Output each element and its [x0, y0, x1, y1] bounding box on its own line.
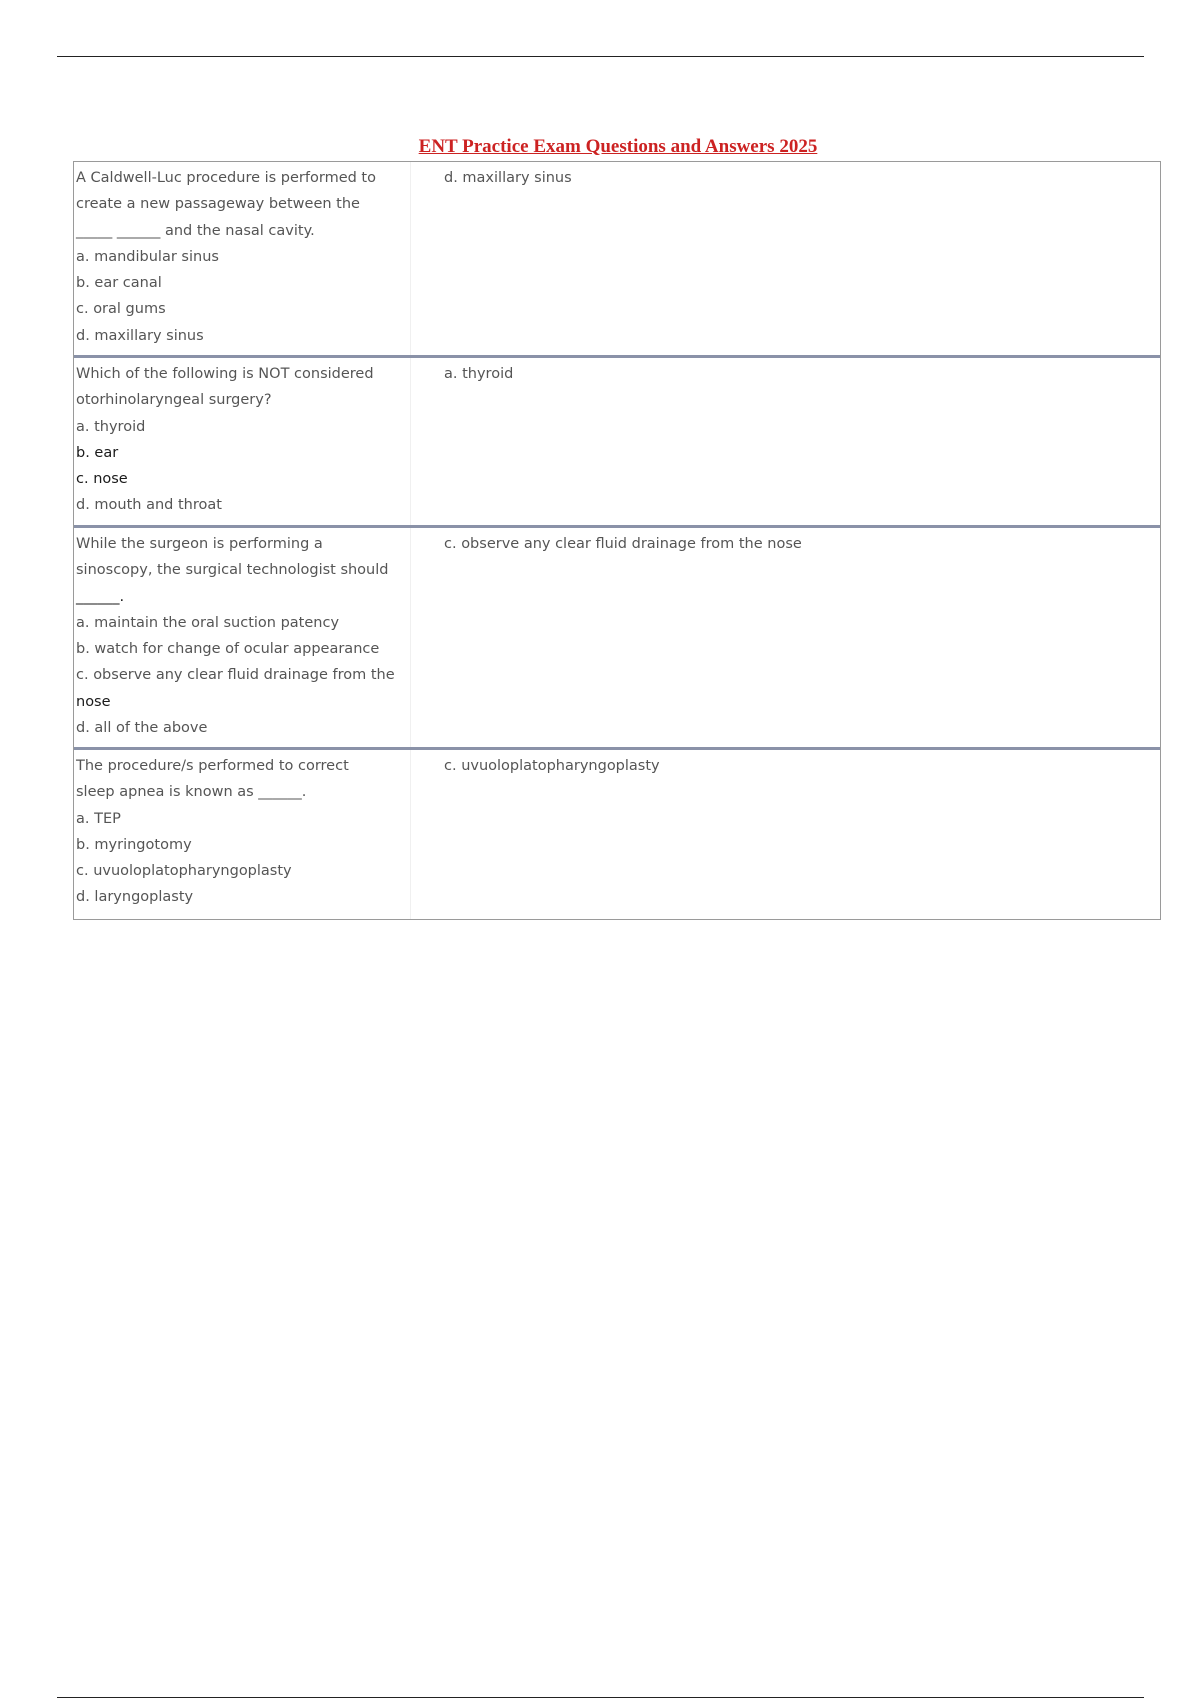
option-d: d. maxillary sinus [76, 327, 204, 344]
answer-cell [411, 528, 1160, 747]
table-row [74, 750, 1160, 919]
option-d: d. all of the above [76, 720, 208, 737]
answer-cell [411, 162, 1160, 355]
option-a: a. thyroid [76, 418, 146, 435]
question-line: sinoscopy, the surgical technologist should [76, 562, 389, 579]
table-row [74, 528, 1160, 750]
question-cell [74, 358, 411, 525]
answer-cell [411, 358, 1160, 525]
option-c: c. uvuoloplatopharyngoplasty [76, 863, 292, 880]
option-b: b. ear canal [76, 275, 162, 292]
question-line: ______. [76, 588, 125, 605]
option-d: d. mouth and throat [76, 497, 222, 514]
answer-cell [411, 750, 1160, 919]
option-a: a. TEP [76, 810, 121, 827]
table-row [74, 358, 1160, 528]
option-c: c. nose [76, 471, 128, 488]
option-b: b. watch for change of ocular appearance [76, 641, 380, 658]
option-b: b. myringotomy [76, 836, 192, 853]
question-line: Which of the following is NOT considered [76, 366, 374, 382]
question-line: create a new passageway between the [76, 196, 360, 213]
qa-table [73, 161, 1161, 920]
question-cell [74, 750, 411, 919]
footer-rule [57, 1697, 1144, 1698]
question-line: sleep apnea is known as ______. [76, 784, 307, 801]
option-a: a. mandibular sinus [76, 248, 219, 265]
document-title: ENT Practice Exam Questions and Answers 2025 [418, 136, 818, 157]
answer-text: c. observe any clear fluid drainage from the nose [444, 536, 802, 552]
question-cell [74, 162, 411, 355]
option-c: c. oral gums [76, 301, 166, 318]
option-c-continued: nose [76, 693, 111, 710]
question-line: _____ ______ and the nasal cavity. [76, 222, 315, 239]
question-line: While the surgeon is performing a [76, 536, 323, 552]
answer-text: a. thyroid [444, 366, 514, 382]
question-cell [74, 528, 411, 747]
option-b: b. ear [76, 444, 119, 461]
answer-text: d. maxillary sinus [444, 170, 572, 186]
option-c: c. observe any clear fluid drainage from the [76, 667, 395, 684]
question-line: The procedure/s performed to correct [76, 758, 349, 774]
question-line: otorhinolaryngeal surgery? [76, 392, 272, 409]
answer-text: c. uvuoloplatopharyngoplasty [444, 758, 660, 774]
table-row [74, 162, 1160, 358]
option-a: a. maintain the oral suction patency [76, 614, 340, 631]
option-d: d. laryngoplasty [76, 889, 194, 906]
header-rule [57, 56, 1144, 57]
question-line: A Caldwell-Luc procedure is performed to [76, 170, 376, 186]
